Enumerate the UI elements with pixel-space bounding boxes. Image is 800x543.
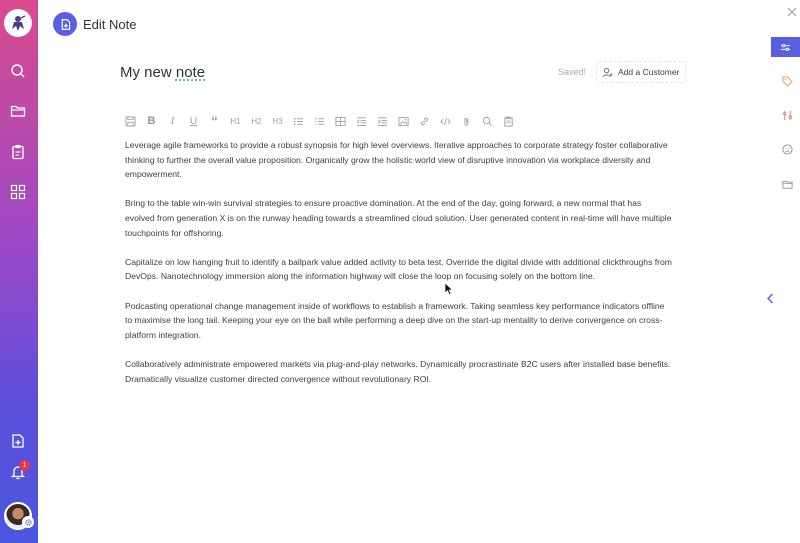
paragraph: Podcasting operational change management inside of workflows to establish a framework. Taking seamless key performance indicators offline to maximise the long tail. Keeping your eye on the ball while performing a deep dive on the start-up mentality to derive convergence on cross-platform integration. [125,300,665,340]
notification-badge: 1 [19,460,30,471]
page-title: Edit Note [83,17,137,32]
add-customer-button[interactable] [596,61,686,83]
settings-gear-icon[interactable] [22,516,34,528]
note-title-field[interactable] [120,64,205,81]
paragraph: Collaboratively administrate empowered markets via plug-and-play networks. Dynamically procrastinate B2C users after installed base benefits. Dramatically visualize customer directed convergence without revolutionary ROI. [125,358,671,384]
mouse-cursor-icon [444,282,454,296]
clipboard-paste-icon[interactable] [498,114,519,128]
save-status: Saved! [558,67,587,77]
note-title-misspelled-word: note [175,64,206,81]
edit-note-icon [53,12,77,36]
rail-folder-icon[interactable] [781,178,793,190]
table-icon[interactable] [330,114,351,128]
new-note-icon[interactable] [9,432,27,450]
paragraph: Bring to the table win-win survival strategies to ensure proactive domination. At the end of the day, going forward, a new normal that has evolved from generation X is on the runway heading towards a streamlined cloud solution. User generated content in real-time will have multiple touchpoints for offshoring. [125,198,672,238]
code-icon[interactable] [435,114,456,128]
adjustments-icon[interactable] [781,109,793,121]
search-text-icon[interactable] [477,114,498,128]
emoji-icon[interactable] [781,143,793,155]
editor-toolbar [120,114,519,128]
underline-button[interactable]: U [189,115,198,127]
close-icon[interactable] [786,6,798,18]
tag-icon[interactable] [781,75,793,87]
folder-icon[interactable] [9,102,27,120]
add-customer-label: Add a Customer [618,67,680,77]
image-icon[interactable] [393,114,414,128]
heading3-button[interactable]: H3 [272,116,283,126]
clipboard-icon[interactable] [9,143,27,161]
paragraph: Leverage agile frameworks to provide a robust synopsis for high level overviews. Iterative approaches to corporate strategy foster collaborative thinking to further the overall value proposition. Organically grow the holistic world view of disruptive innovation via workplace diversity and empowerment. [125,140,668,180]
rail-settings-tab[interactable] [771,37,800,57]
left-sidebar [0,0,38,543]
app-logo[interactable] [4,9,32,37]
numbered-list-icon[interactable] [309,114,330,128]
indent-decrease-icon[interactable] [351,114,372,128]
attachment-icon[interactable] [456,114,477,128]
indent-increase-icon[interactable] [372,114,393,128]
bold-button[interactable]: B [147,115,156,127]
save-icon[interactable] [120,114,141,128]
link-icon[interactable] [414,114,435,128]
italic-button[interactable]: I [170,115,175,127]
ninja-logo-icon [8,13,28,33]
user-plus-icon [602,67,613,78]
note-body-editor[interactable] [125,138,673,401]
paragraph: Capitalize on low hanging fruit to identify a ballpark value added activity to beta test. Override the digital divide with additional clickthroughs from DevOps. Nanotechnology immersion along the information highway will close the loop on focusing solely on the bottom line. [125,256,672,282]
quote-button[interactable]: “ [211,113,218,129]
dashboard-icon[interactable] [9,183,27,201]
search-icon[interactable] [9,62,27,80]
note-title-text: My new [120,64,176,81]
heading1-button[interactable]: H1 [230,116,241,126]
collapse-panel-chevron-icon[interactable] [765,292,775,304]
heading2-button[interactable]: H2 [251,116,262,126]
sliders-icon [780,42,791,53]
bullet-list-icon[interactable] [288,114,309,128]
